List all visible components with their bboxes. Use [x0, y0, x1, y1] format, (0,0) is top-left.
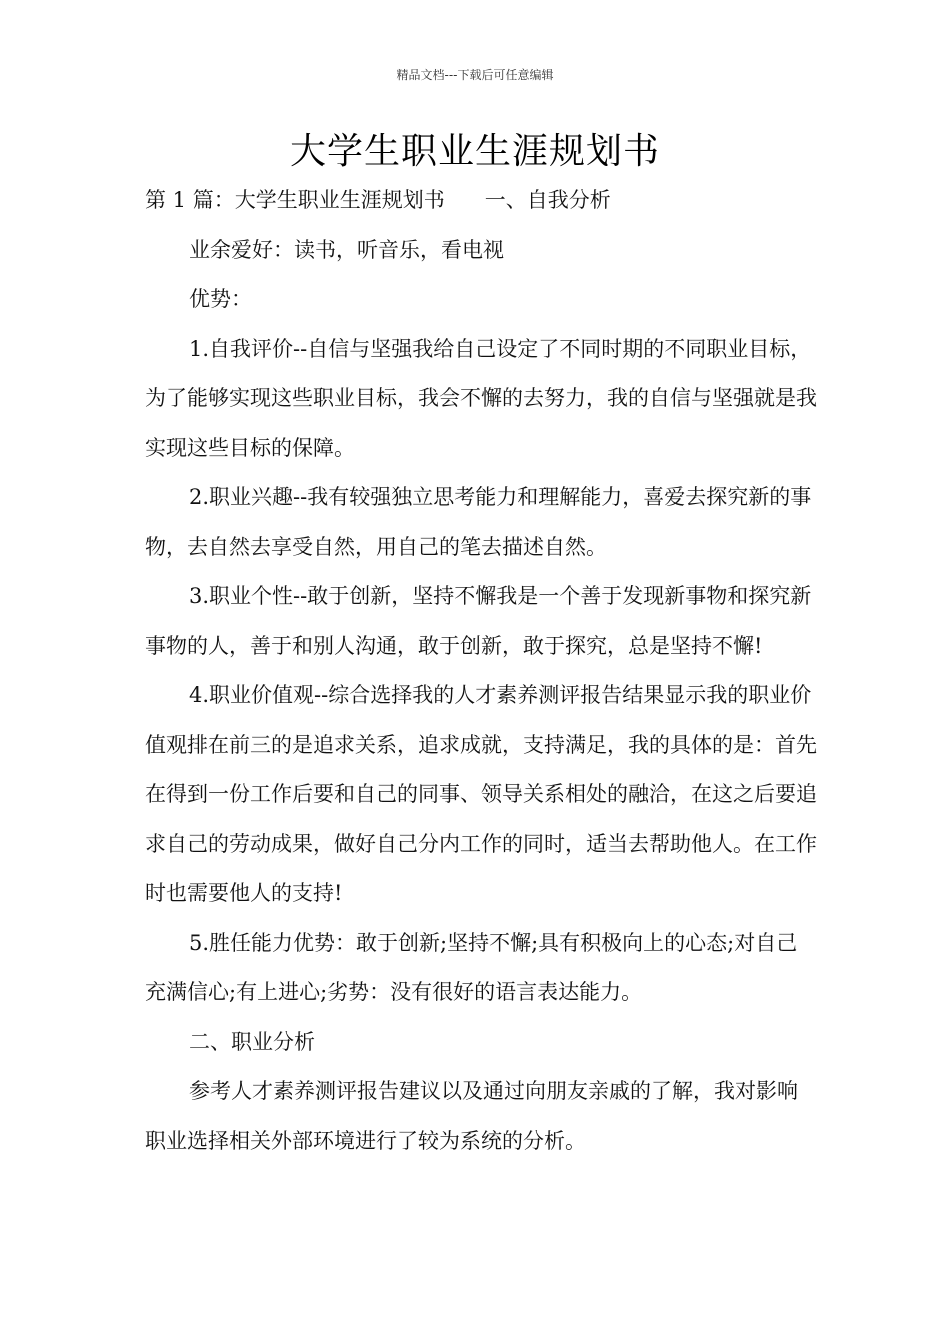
paragraph-self-evaluation: 1.自我评价--自信与坚强我给自己设定了不同时期的不同职业目标，为了能够实现这些职业目标，我会不懈的去努力，我的自信与坚强就是我实现这些目标的保障。 [145, 336, 817, 460]
paragraph-career-interest: 2.职业兴趣--我有较强独立思考能力和理解能力，喜爱去探究新的事物，去自然去享受自然，用自己的笔去描述自然。 [145, 485, 812, 559]
header-note: 精品文档---下载后可任意编辑 [396, 68, 554, 82]
paragraph-career-analysis: 参考人才素养测评报告建议以及通过向朋友亲戚的了解，我对影响职业选择相关外部环境进行了较为系统的分析。 [145, 1079, 798, 1153]
paragraph-career-values: 4.职业价值观--综合选择我的人才素养测评报告结果显示我的职业价值观排在前三的是追求关系，追求成就，支持满足，我的具体的是：首先在得到一份工作后要和自己的同事、领导关系相处的融洽，在这之后要追求自己的劳动成果，做好自己分内工作的同时，适当去帮助他人。在工作时也需要他人的支持! [145, 683, 817, 905]
paragraph-competency: 5.胜任能力优势：敢于创新;坚持不懈;具有积极向上的心态;对自己充满信心;有上进心;劣势：没有很好的语言表达能力。 [145, 930, 798, 1004]
paragraph-career-personality: 3.职业个性--敢于创新，坚持不懈我是一个善于发现新事物和探究新事物的人，善于和别人沟通，敢于创新，敢于探究，总是坚持不懈! [145, 584, 812, 658]
paragraph-strengths-heading: 优势： [189, 287, 252, 311]
section-heading-career-analysis: 二、职业分析 [189, 1029, 315, 1054]
document-body [145, 176, 817, 1166]
paragraph-hobbies: 业余爱好：读书，听音乐，看电视 [189, 237, 504, 262]
document-title: 大学生职业生涯规划书 [289, 131, 660, 172]
chapter-heading: 第 1 篇：大学生职业生涯规划书 一、自我分析 [145, 188, 611, 212]
